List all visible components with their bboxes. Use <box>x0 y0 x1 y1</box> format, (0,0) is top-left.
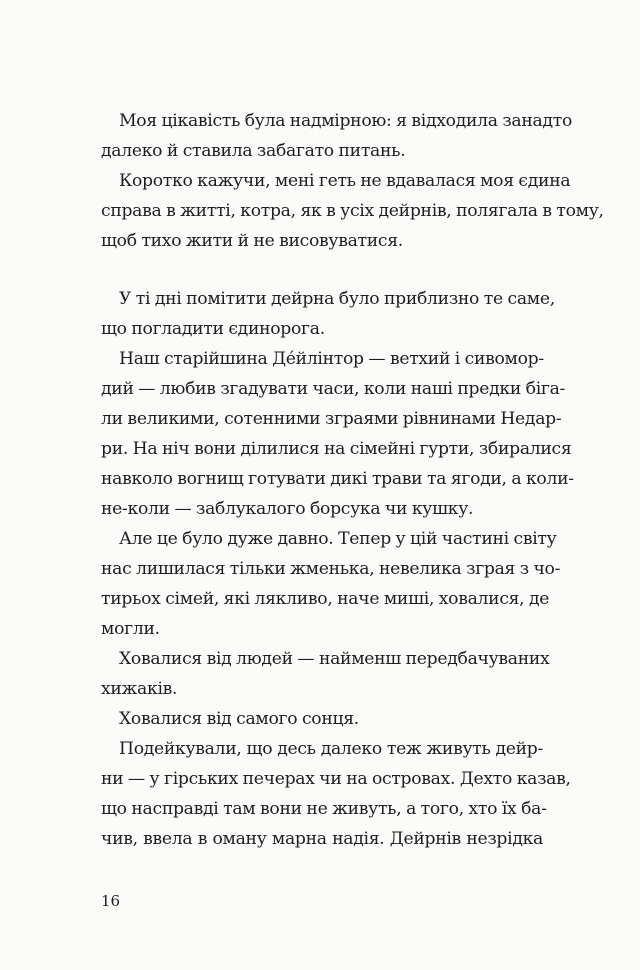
text-line: Подейкували, що десь далеко теж живуть дейр- <box>119 739 543 759</box>
text-line: Моя цікавість була надмірною: я відходила занадто <box>119 111 573 131</box>
text-line: Але це було дуже давно. Тепер у цій частині світу <box>119 529 557 549</box>
text-line: могли. <box>101 619 160 639</box>
page-number: 16 <box>101 892 121 910</box>
text-line: чив, ввела в оману марна надія. Дейрнів незрідка <box>101 829 543 849</box>
paragraph <box>101 166 604 256</box>
paragraph <box>101 344 574 524</box>
paragraph <box>101 106 573 166</box>
text-line: У ті дні помітити дейрна було приблизно те саме, <box>119 289 555 309</box>
text-line: Наш старійшина Де́йлінтор — ветхий і сивомор- <box>119 349 544 369</box>
text-line: справа в житті, котра, як в усіх дейрнів, полягала в тому, <box>101 201 604 221</box>
text-line: ри. На ніч вони ділилися на сімейні гурти, збиралися <box>101 439 572 459</box>
text-line: не-коли — заблукалого борсука чи кушку. <box>101 499 474 519</box>
text-line: ни — у гірських печерах чи на островах. Дехто казав, <box>101 769 571 789</box>
paragraph <box>101 284 555 344</box>
text-line: що насправді там вони не живуть, а того, хто їх ба- <box>101 799 547 819</box>
text-section-1 <box>101 106 604 256</box>
text-line: ли великими, сотенними зграями рівнинами Недар- <box>101 409 562 429</box>
text-line: тирьох сімей, які лякливо, наче миші, ховалися, де <box>101 589 550 609</box>
text-line: Ховалися від людей — найменш передбачуваних <box>119 649 550 669</box>
paragraph <box>101 734 571 854</box>
text-line: Ховалися від самого сонця. <box>119 709 359 729</box>
text-line: нас лишилася тільки жменька, невелика зграя з чо- <box>101 559 561 579</box>
text-line: щоб тихо жити й не висовуватися. <box>101 231 403 251</box>
text-line: хижаків. <box>101 679 178 699</box>
paragraph <box>101 644 550 704</box>
text-line: Коротко кажучи, мені геть не вдавалася моя єдина <box>119 171 571 191</box>
text-line: далеко й ставила забагато питань. <box>101 141 406 161</box>
text-section-2 <box>101 284 574 854</box>
text-line: навколо вогнищ готувати дикі трави та ягоди, а коли- <box>101 469 574 489</box>
paragraph <box>101 704 543 734</box>
text-line: що погладити єдинорога. <box>101 319 325 339</box>
paragraph <box>101 524 561 644</box>
text-line: дий — любив згадувати часи, коли наші предки біга- <box>101 379 566 399</box>
